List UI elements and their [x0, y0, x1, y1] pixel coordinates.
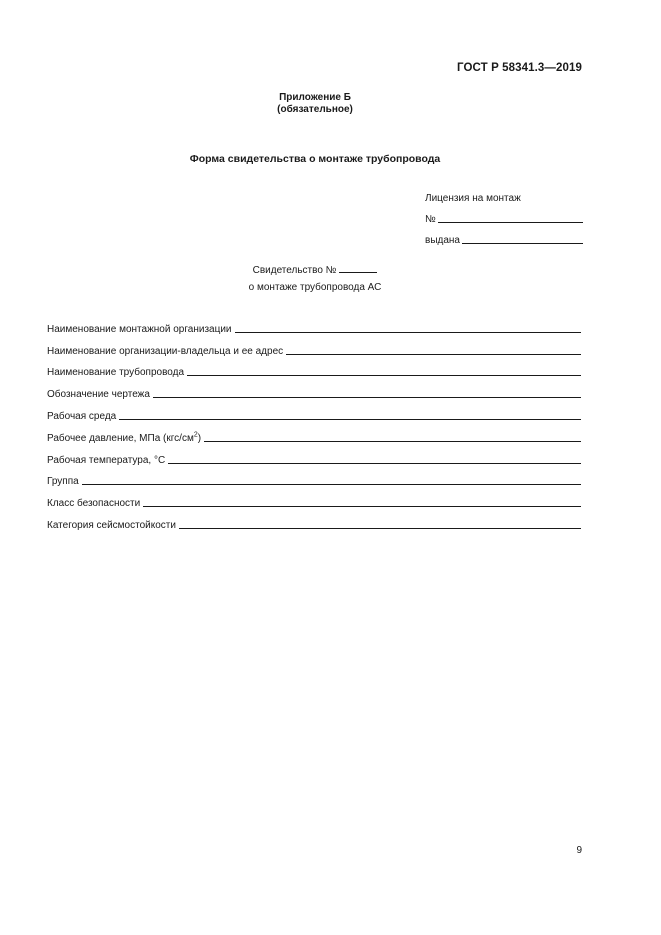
field-label: Группа	[47, 476, 79, 488]
field-input[interactable]	[187, 375, 581, 376]
field-label: Наименование организации-владельца и ее адрес	[47, 345, 284, 357]
field-working-medium	[47, 400, 581, 422]
license-label: Лицензия на монтаж	[425, 193, 521, 204]
field-input[interactable]	[286, 354, 581, 355]
license-number-row	[425, 204, 583, 225]
field-working-pressure	[47, 422, 581, 444]
field-safety-class	[47, 487, 581, 509]
field-input[interactable]	[235, 332, 582, 333]
field-label: Рабочая температура, °С	[47, 454, 166, 466]
field-input[interactable]	[168, 463, 581, 464]
appendix-title: Приложение Б	[279, 92, 351, 103]
field-label: Категория сейсмостойкости	[47, 519, 176, 531]
license-label-row	[425, 190, 583, 204]
field-input[interactable]	[143, 506, 581, 507]
field-input[interactable]	[153, 397, 581, 398]
license-block	[425, 190, 583, 246]
license-number-label: №	[425, 214, 436, 225]
field-label: Рабочее давление, МПа $(кгс/см^2)$	[47, 431, 202, 444]
field-seismic-category	[47, 509, 581, 531]
standard-number: ГОСТ Р 58341.3—2019	[457, 62, 582, 74]
page-number: 9	[576, 845, 582, 856]
certificate-number-label: Свидетельство №	[252, 265, 337, 276]
certificate-heading	[0, 262, 630, 300]
field-label: Рабочая среда	[47, 410, 117, 422]
field-label: Наименование трубопровода	[47, 367, 185, 379]
field-group	[47, 466, 581, 488]
appendix-status: (обязательное)	[277, 104, 353, 115]
appendix-heading	[0, 92, 630, 116]
field-label: Обозначение чертежа	[47, 389, 150, 401]
field-owner-organization	[47, 335, 581, 357]
field-assembly-organization	[47, 313, 581, 335]
field-working-temperature	[47, 444, 581, 466]
license-number-field[interactable]	[438, 222, 583, 223]
field-input[interactable]	[179, 528, 581, 529]
certificate-number-field[interactable]	[339, 262, 377, 273]
license-issued-label: выдана	[425, 235, 460, 246]
form-fields	[47, 313, 581, 531]
license-issued-field[interactable]	[462, 243, 583, 244]
field-input[interactable]	[204, 441, 581, 442]
form-title: Форма свидетельства о монтаже трубопровода	[189, 153, 441, 165]
field-label: Наименование монтажной организации	[47, 323, 232, 335]
field-drawing-designation	[47, 378, 581, 400]
field-input[interactable]	[119, 419, 581, 420]
license-issued-row	[425, 225, 583, 246]
field-label: Класс безопасности	[47, 498, 141, 510]
certificate-subject: о монтаже трубопровода АС	[248, 282, 382, 293]
field-pipeline-name	[47, 357, 581, 379]
certificate-number-row	[0, 262, 630, 281]
field-input[interactable]	[82, 484, 581, 485]
